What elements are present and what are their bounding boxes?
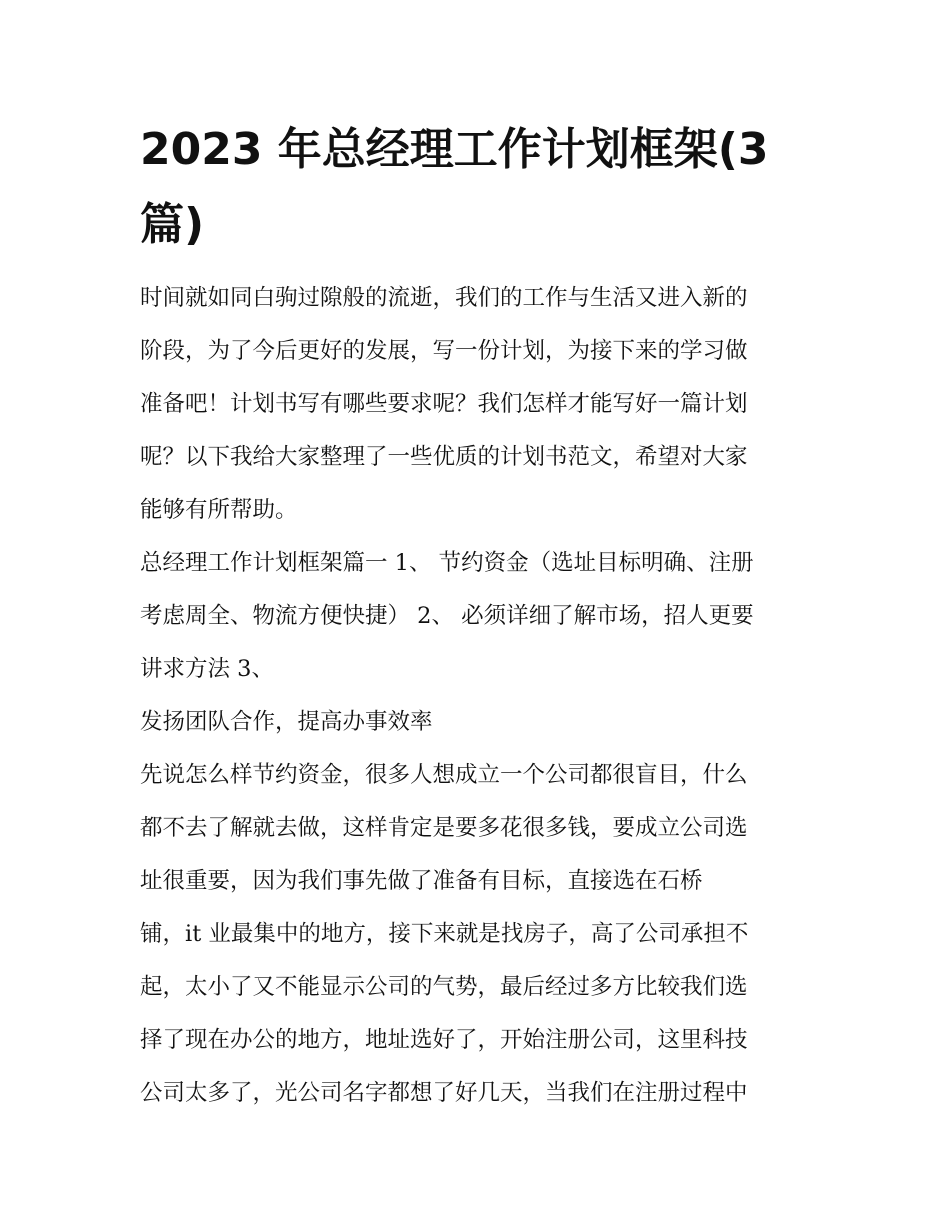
document-title: [140, 112, 812, 262]
text-line: 都不去了解就去做，这样肯定是要多花很多钱，要成立公司选: [140, 815, 748, 841]
document-page: [140, 112, 812, 1120]
text-line: 阶段，为了今后更好的发展，写一份计划，为接下来的学习做: [140, 338, 748, 364]
text-line: 择了现在办公的地方，地址选好了，开始注册公司，这里科技: [140, 1027, 748, 1053]
text-line: 准备吧！计划书写有哪些要求呢？我们怎样才能写好一篇计划: [140, 391, 748, 417]
text-line: 能够有所帮助。: [140, 497, 298, 523]
text-line: 起，太小了又不能显示公司的气势，最后经过多方比较我们选: [140, 974, 748, 1000]
text-line: 铺，it 业最集中的地方，接下来就是找房子，高了公司承担不: [140, 921, 749, 947]
text-line: 先说怎么样节约资金，很多人想成立一个公司都很盲目，什么: [140, 762, 748, 788]
teamwork-paragraph: [140, 696, 812, 749]
text-line: 发扬团队合作，提高办事效率: [140, 709, 433, 735]
title-line: 2023 年总经理工作计划框架(3: [140, 124, 769, 175]
text-line: 考虑周全、物流方便快捷） 2、 必须详细了解市场，招人更要: [140, 603, 754, 629]
intro-paragraph: [140, 272, 812, 537]
outline-paragraph: [140, 537, 812, 696]
text-line: 呢？以下我给大家整理了一些优质的计划书范文，希望对大家: [140, 444, 748, 470]
title-line: 篇): [140, 199, 205, 250]
body-paragraph: [140, 749, 812, 1120]
text-line: 址很重要，因为我们事先做了准备有目标，直接选在石桥: [140, 868, 703, 894]
text-line: 公司太多了，光公司名字都想了好几天，当我们在注册过程中: [140, 1080, 748, 1106]
text-line: 总经理工作计划框架篇一 1、 节约资金（选址目标明确、注册: [140, 550, 754, 576]
text-line: 讲求方法 3、: [140, 656, 274, 682]
text-line: 时间就如同白驹过隙般的流逝，我们的工作与生活又进入新的: [140, 285, 748, 311]
